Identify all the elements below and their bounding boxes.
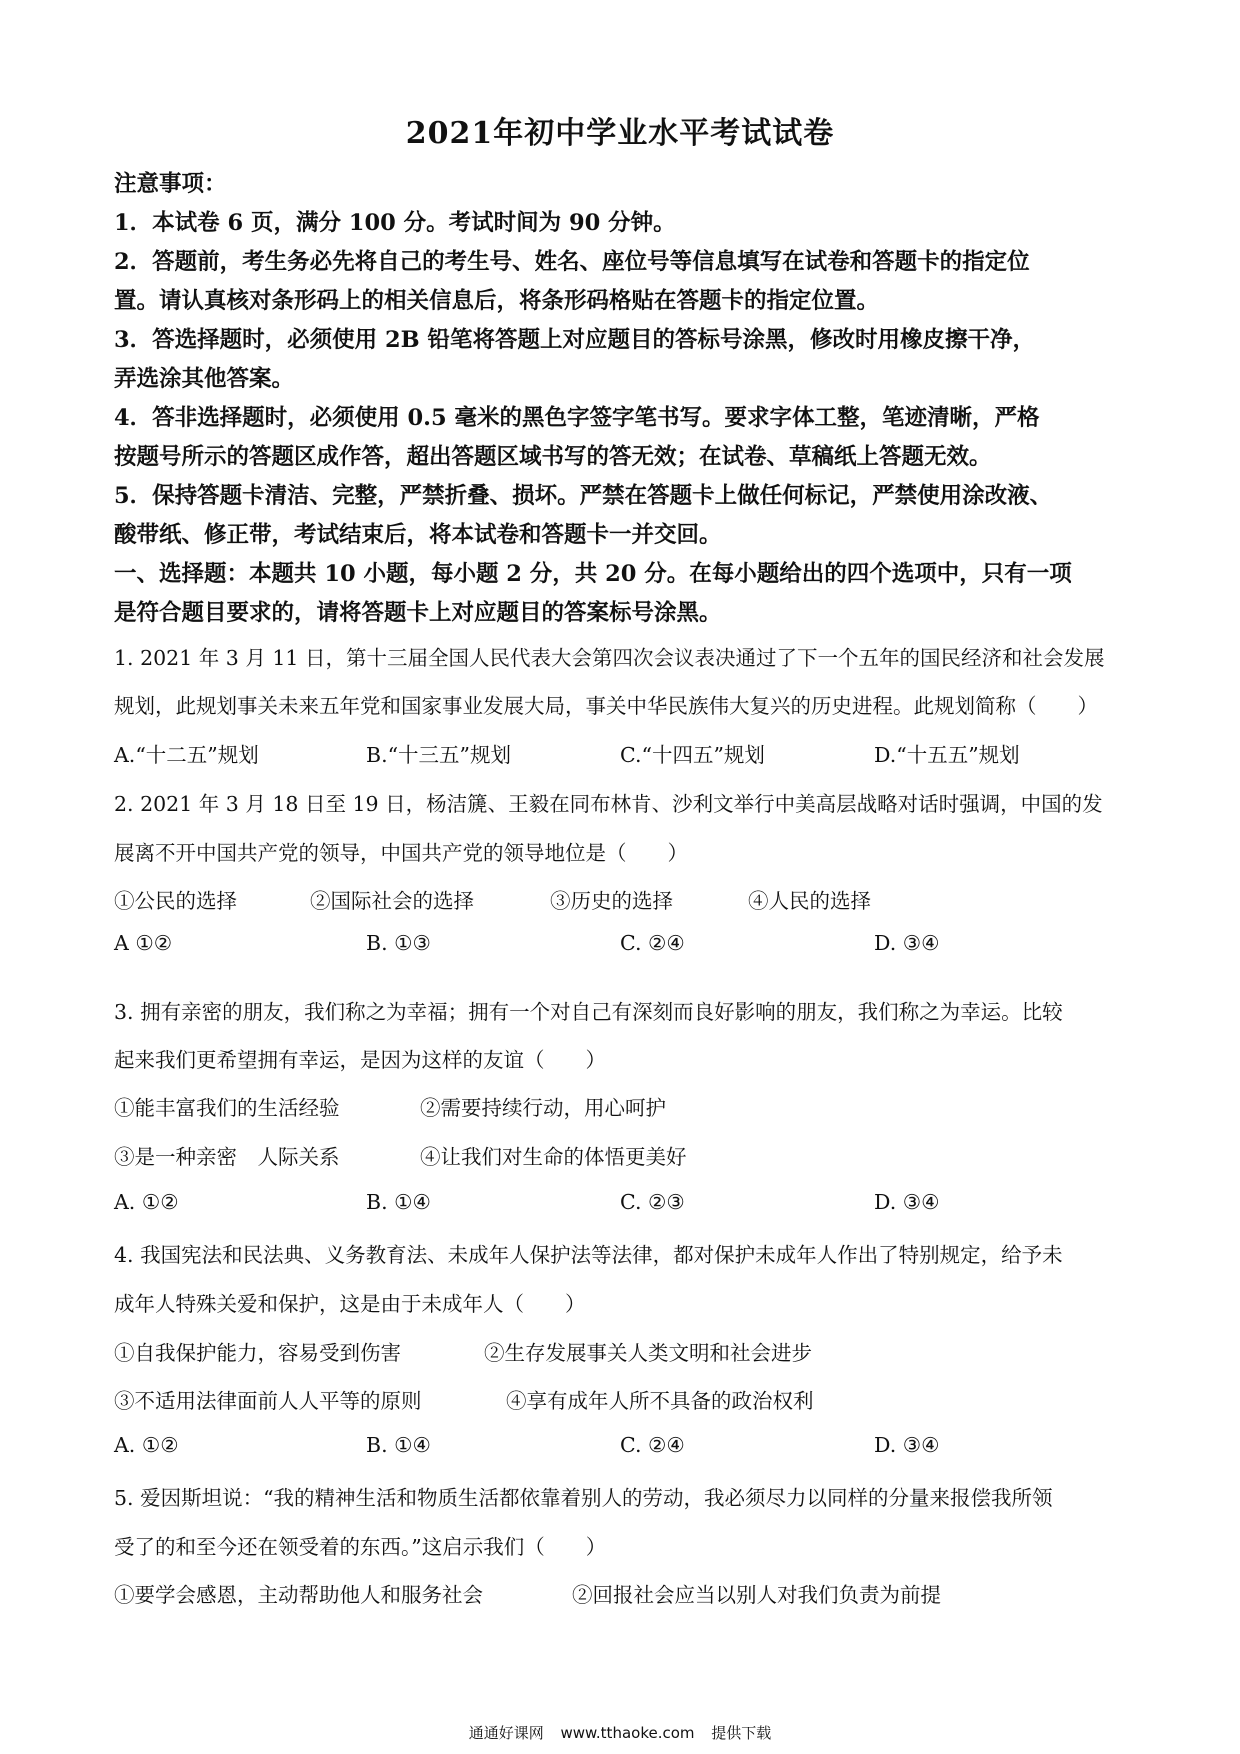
section-heading: 是符合题目要求的，请将答题卡上对应题目的答案标号涂黑。 [114,600,722,626]
notice-line: 4．答非选择题时，必须使用 0.5 毫米的黑色字签字笔书写。要求字体工整，笔迹清晰，严格 [114,405,1040,431]
notice-line: 置。请认真核对条形码上的相关信息后，将条形码格贴在答题卡的指定位置。 [114,288,880,314]
section-heading: 一、选择题：本题共 10 小题，每小题 2 分，共 20 分。在每小题给出的四个选项中，只有一项 [114,561,1072,587]
option-c: C. ②④ [620,931,685,955]
statement-item: ③历史的选择 [550,889,673,913]
statement-item: ③是一种亲密 人际关系 [114,1145,340,1169]
question-stem: 1. 2021 年 3 月 11 日，第十三届全国人民代表大会第四次会议表决通过了下一个五年的国民经济和社会发展 [114,646,1105,670]
question-stem: 4. 我国宪法和民法典、义务教育法、未成年人保护法等法律，都对保护未成年人作出了特别规定，给予未 [114,1243,1063,1267]
option-d: D. ③④ [874,1433,940,1457]
notice-line: 酸带纸、修正带，考试结束后，将本试卷和答题卡一并交回。 [114,522,722,548]
footer-suffix: 提供下载 [711,1724,772,1742]
option-a: A. ①② [114,1433,179,1457]
question-stem: 受了的和至今还在领受着的东西。”这启示我们（ ） [114,1535,607,1559]
statement-item: ②生存发展事关人类文明和社会进步 [484,1341,812,1365]
statement-item: ③不适用法律面前人人平等的原则 [114,1389,422,1413]
statement-item: ①公民的选择 [114,889,237,913]
option-d: D.“十五五”规划 [874,743,1020,767]
footer-url[interactable]: www.tthaoke.com [560,1724,695,1742]
question-stem: 规划，此规划事关未来五年党和国家事业发展大局，事关中华民族伟大复兴的历史进程。此规划简称（ ） [114,694,1098,718]
notice-line: 2．答题前，考生务必先将自己的考生号、姓名、座位号等信息填写在试卷和答题卡的指定位 [114,249,1030,275]
statement-item: ①要学会感恩，主动帮助他人和服务社会 [114,1583,483,1607]
question-stem: 起来我们更希望拥有幸运，是因为这样的友谊（ ） [114,1048,606,1072]
notice-line: 3．答选择题时，必须使用 2B 铅笔将答题上对应题目的答标号涂黑，修改时用橡皮擦干净， [114,327,1035,353]
page-footer [0,1722,1240,1743]
statement-item: ④人民的选择 [748,889,871,913]
statement-item: ④享有成年人所不具备的政治权利 [506,1389,814,1413]
question-stem: 3. 拥有亲密的朋友，我们称之为幸福；拥有一个对自己有深刻而良好影响的朋友，我们称之为幸运。比较 [114,1000,1063,1024]
statement-item: ①能丰富我们的生活经验 [114,1096,340,1120]
option-d: D. ③④ [874,1190,940,1214]
option-c: C. ②④ [620,1433,685,1457]
option-c: C.“十四五”规划 [620,743,765,767]
option-b: B. ①③ [366,931,431,955]
option-a: A ①② [114,931,173,955]
notice-line: 弄选涂其他答案。 [114,366,295,392]
statement-item: ②需要持续行动，用心呵护 [420,1096,666,1120]
option-d: D. ③④ [874,931,940,955]
option-a: A. ①② [114,1190,179,1214]
notice-line: 1．本试卷 6 页，满分 100 分。考试时间为 90 分钟。 [114,210,676,236]
question-stem: 5. 爱因斯坦说：“我的精神生活和物质生活都依靠着别人的劳动，我必须尽力以同样的分量来报偿我所领 [114,1486,1053,1510]
notice-heading: 注意事项： [114,171,227,197]
option-a: A.“十二五”规划 [114,743,259,767]
statement-item: ①自我保护能力，容易受到伤害 [114,1341,401,1365]
question-stem: 成年人特殊关爱和保护，这是由于未成年人（ ） [114,1292,586,1316]
option-c: C. ②③ [620,1190,685,1214]
notice-line: 按题号所示的答题区成作答，超出答题区域书写的答无效；在试卷、草稿纸上答题无效。 [114,444,992,470]
option-b: B. ①④ [366,1433,431,1457]
statement-item: ②国际社会的选择 [310,889,474,913]
statement-item: ④让我们对生命的体悟更美好 [420,1145,687,1169]
option-b: B. ①④ [366,1190,431,1214]
notice-line: 5．保持答题卡清洁、完整，严禁折叠、损坏。严禁在答题卡上做任何标记，严禁使用涂改液、 [114,483,1053,509]
question-stem: 展离不开中国共产党的领导，中国共产党的领导地位是（ ） [114,841,688,865]
option-b: B.“十三五”规划 [366,743,512,767]
footer-site-name: 通通好课网 [468,1724,544,1742]
question-stem: 2. 2021 年 3 月 18 日至 19 日，杨洁篪、王毅在同布林肯、沙利文举行中美高层战略对话时强调，中国的发 [114,792,1103,816]
exam-title: 2021年初中学业水平考试试卷 [405,116,835,151]
statement-item: ②回报社会应当以别人对我们负责为前提 [572,1583,941,1607]
